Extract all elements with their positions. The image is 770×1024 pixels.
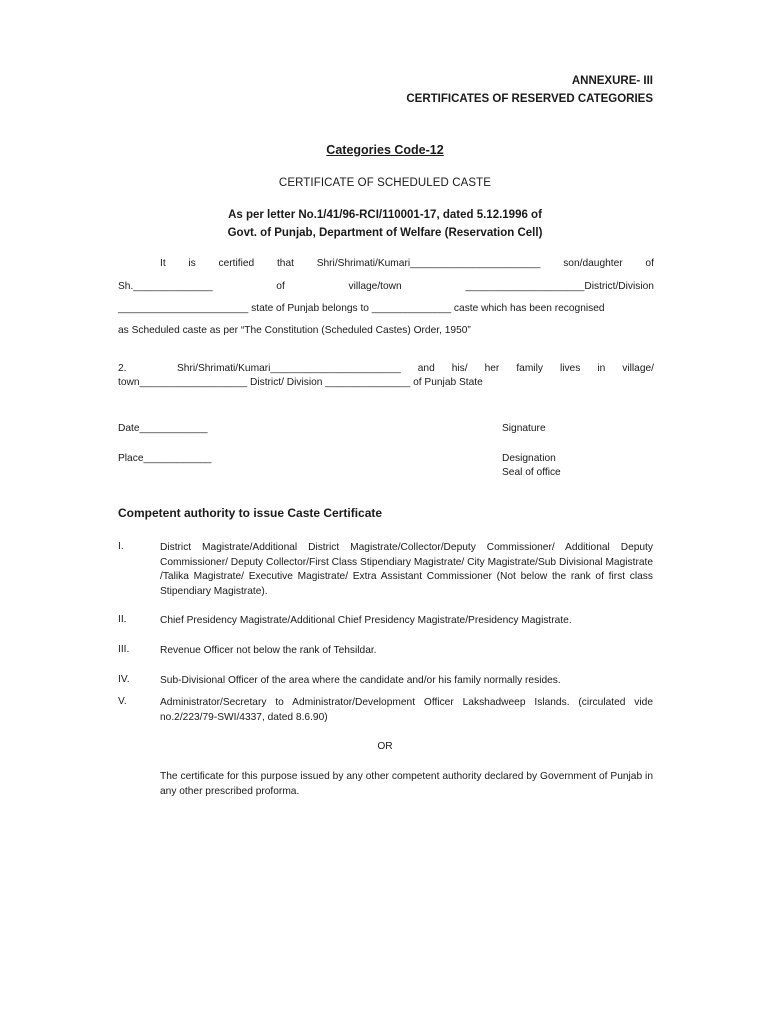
item-number: II. (118, 614, 127, 625)
certification-paragraph-line2 (118, 281, 654, 292)
signature-label: Signature (502, 423, 546, 434)
word: of (276, 281, 285, 292)
residence-paragraph-line1 (118, 363, 654, 374)
annexure-label: ANNEXURE- III (571, 75, 653, 87)
item-number: IV. (118, 674, 130, 685)
word: her (484, 363, 500, 374)
item-number: I. (118, 541, 124, 552)
certificate-title: CERTIFICATE OF SCHEDULED CASTE (278, 177, 492, 189)
seal-label: Seal of office (502, 467, 561, 478)
paragraph-number: 2. (118, 363, 127, 374)
authority-item: Administrator/Secretary to Administrator/Development Officer Lakshadweep Islands. (circulated vide no.2/223/79-SWI/4337, dated 8.6.90) (160, 697, 653, 723)
item-number: V. (118, 696, 127, 707)
word: It (160, 258, 166, 269)
authority-item: Chief Presidency Magistrate/Additional Chief Presidency Magistrate/Presidency Magistrate. (160, 615, 572, 626)
father-name-blank: Sh.______________ (118, 281, 213, 292)
word: village/town (348, 281, 402, 292)
word: and (417, 363, 435, 374)
item-number: III. (118, 644, 130, 655)
certification-paragraph-line4: as Scheduled caste as per “The Constitution (Scheduled Castes) Order, 1950” (118, 325, 471, 336)
name-blank: Shri/Shrimati/Kumari_______________________ (177, 363, 401, 374)
designation-label: Designation (502, 453, 556, 464)
place-field: Place____________ (118, 453, 212, 464)
word: that (276, 258, 294, 269)
residence-paragraph-line2: town___________________ District/ Division _______________ of Punjab State (118, 377, 483, 388)
word: is (188, 258, 196, 269)
word: certified (218, 258, 255, 269)
certification-paragraph-line3: _______________________ state of Punjab belongs to ______________ caste which has been recognised (118, 303, 605, 314)
annexure-subtitle: CERTIFICATES OF RESERVED CATEGORIES (406, 93, 653, 105)
word: lives (559, 363, 581, 374)
word: family (516, 363, 543, 374)
word: his/ (451, 363, 468, 374)
letter-reference-line1: As per letter No.1/41/96-RCI/110001-17, dated 5.12.1996 of (228, 209, 542, 221)
authority-item: District Magistrate/Additional District Magistrate/Collector/Deputy Commissioner/ Additional Deputy Commissioner/ Deputy Collector/First Class Stipendiary Magistrate/ City Magistrate/Sub Divisional Magistrate /Talika Magistrate/ Executive Magistrate/ Extra Assistant Commissioner (Not below the rank of first class Stipendiary Magistrate). (160, 542, 653, 598)
authority-item: Revenue Officer not below the rank of Tehsildar. (160, 645, 377, 656)
date-field: Date____________ (118, 423, 208, 434)
categories-code-heading: Categories Code-12 (326, 143, 444, 157)
word: of (645, 258, 654, 269)
or-separator: OR (377, 741, 393, 752)
certification-paragraph-line1 (118, 258, 654, 269)
district-blank: _____________________District/Division (465, 281, 654, 292)
word: son/daughter (563, 258, 623, 269)
word: village/ (622, 363, 654, 374)
word: in (597, 363, 606, 374)
letter-reference-line2: Govt. of Punjab, Department of Welfare (Reservation Cell) (227, 227, 543, 239)
authority-item: Sub-Divisional Officer of the area where the candidate and/or his family normally resides. (160, 675, 561, 686)
competent-authority-heading: Competent authority to issue Caste Certificate (118, 506, 383, 520)
name-blank: Shri/Shrimati/Kumari_______________________ (316, 258, 541, 269)
closing-paragraph: The certificate for this purpose issued by any other competent authority declared by Government of Punjab in any other prescribed proforma. (160, 771, 653, 797)
